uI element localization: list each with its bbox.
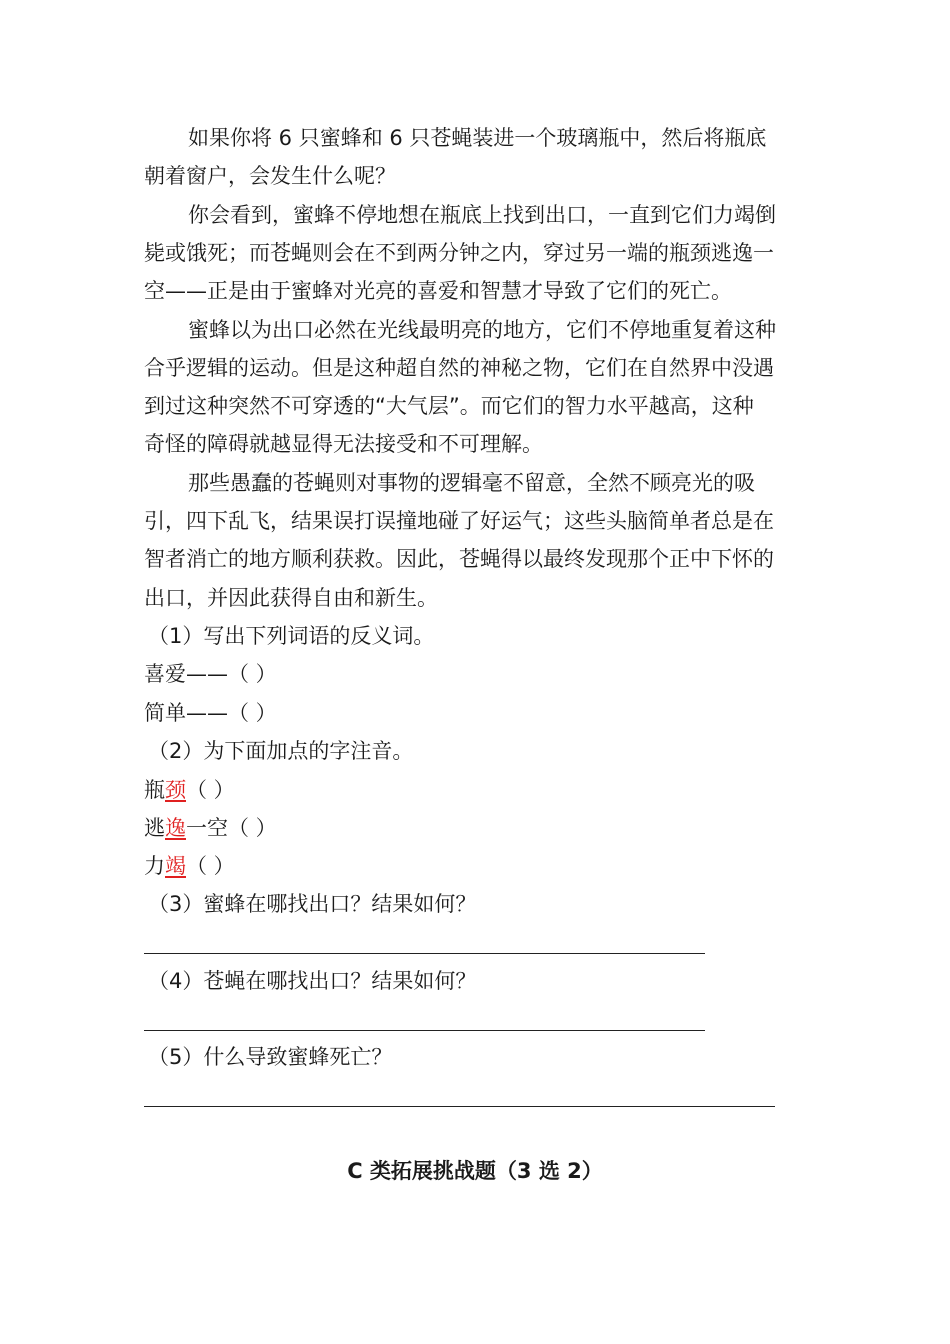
passage-p4-line2: 引，四下乱飞，结果误打误撞地碰了好运气；这些头脑简单者总是在 <box>144 509 774 533</box>
passage-p3-line3: 到过这种突然不可穿透的“大气层”。而它们的智力水平越高，这种 <box>144 394 754 418</box>
passage-p4-line1: 那些愚蠢的苍蝇则对事物的逻辑毫不留意，全然不顾亮光的吸 <box>188 471 755 495</box>
item-text: 逃 <box>144 816 165 840</box>
passage-p3-line2: 合乎逻辑的运动。但是这种超自然的神秘之物，它们在自然界中没遇 <box>144 356 774 380</box>
passage-p2-line2: 毙或饿死；而苍蝇则会在不到两分钟之内，穿过另一端的瓶颈逃逸一 <box>144 241 774 265</box>
marked-char: 竭 <box>165 854 186 878</box>
passage-p4-line4: 出口，并因此获得自由和新生。 <box>144 586 438 610</box>
item-blank: 一空（ ） <box>186 816 277 840</box>
passage-p1-line2: 朝着窗户，会发生什么呢？ <box>144 164 396 188</box>
question-1-item-2: 简单——（ ） <box>144 701 277 725</box>
marked-char: 颈 <box>165 778 186 802</box>
question-2-item-3 <box>144 852 235 880</box>
item-blank: （ ） <box>186 778 235 802</box>
question-5-prompt: （5）什么导致蜜蜂死亡？ <box>148 1045 393 1069</box>
question-3-prompt: （3）蜜蜂在哪找出口？结果如何？ <box>148 892 477 916</box>
question-1-item-1: 喜爱——（ ） <box>144 662 277 686</box>
passage-p3-line1: 蜜蜂以为出口必然在光线最明亮的地方，它们不停地重复着这种 <box>188 318 776 342</box>
question-2-prompt: （2）为下面加点的字注音。 <box>148 739 414 763</box>
section-title: C 类拓展挑战题（3 选 2） <box>347 1159 603 1183</box>
question-1-prompt: （1）写出下列词语的反义词。 <box>148 624 435 648</box>
passage-p2-line3: 空——正是由于蜜蜂对光亮的喜爱和智慧才导致了它们的死亡。 <box>144 279 732 303</box>
question-3-answer-line[interactable] <box>144 953 705 954</box>
passage-p1-line1: 如果你将 6 只蜜蜂和 6 只苍蝇装进一个玻璃瓶中，然后将瓶底 <box>188 126 767 150</box>
marked-char: 逸 <box>165 816 186 840</box>
item-blank: （ ） <box>186 854 235 878</box>
item-text: 力 <box>144 854 165 878</box>
passage-p4-line3: 智者消亡的地方顺利获救。因此，苍蝇得以最终发现那个正中下怀的 <box>144 547 774 571</box>
question-2-item-1 <box>144 776 235 804</box>
question-2-item-2 <box>144 814 277 842</box>
question-4-prompt: （4）苍蝇在哪找出口？结果如何？ <box>148 969 477 993</box>
item-text: 瓶 <box>144 778 165 802</box>
passage-p3-line4: 奇怪的障碍就越显得无法接受和不可理解。 <box>144 432 543 456</box>
passage-p2-line1: 你会看到，蜜蜂不停地想在瓶底上找到出口，一直到它们力竭倒 <box>188 203 776 227</box>
question-4-answer-line[interactable] <box>144 1030 705 1031</box>
question-5-answer-line[interactable] <box>144 1106 775 1107</box>
